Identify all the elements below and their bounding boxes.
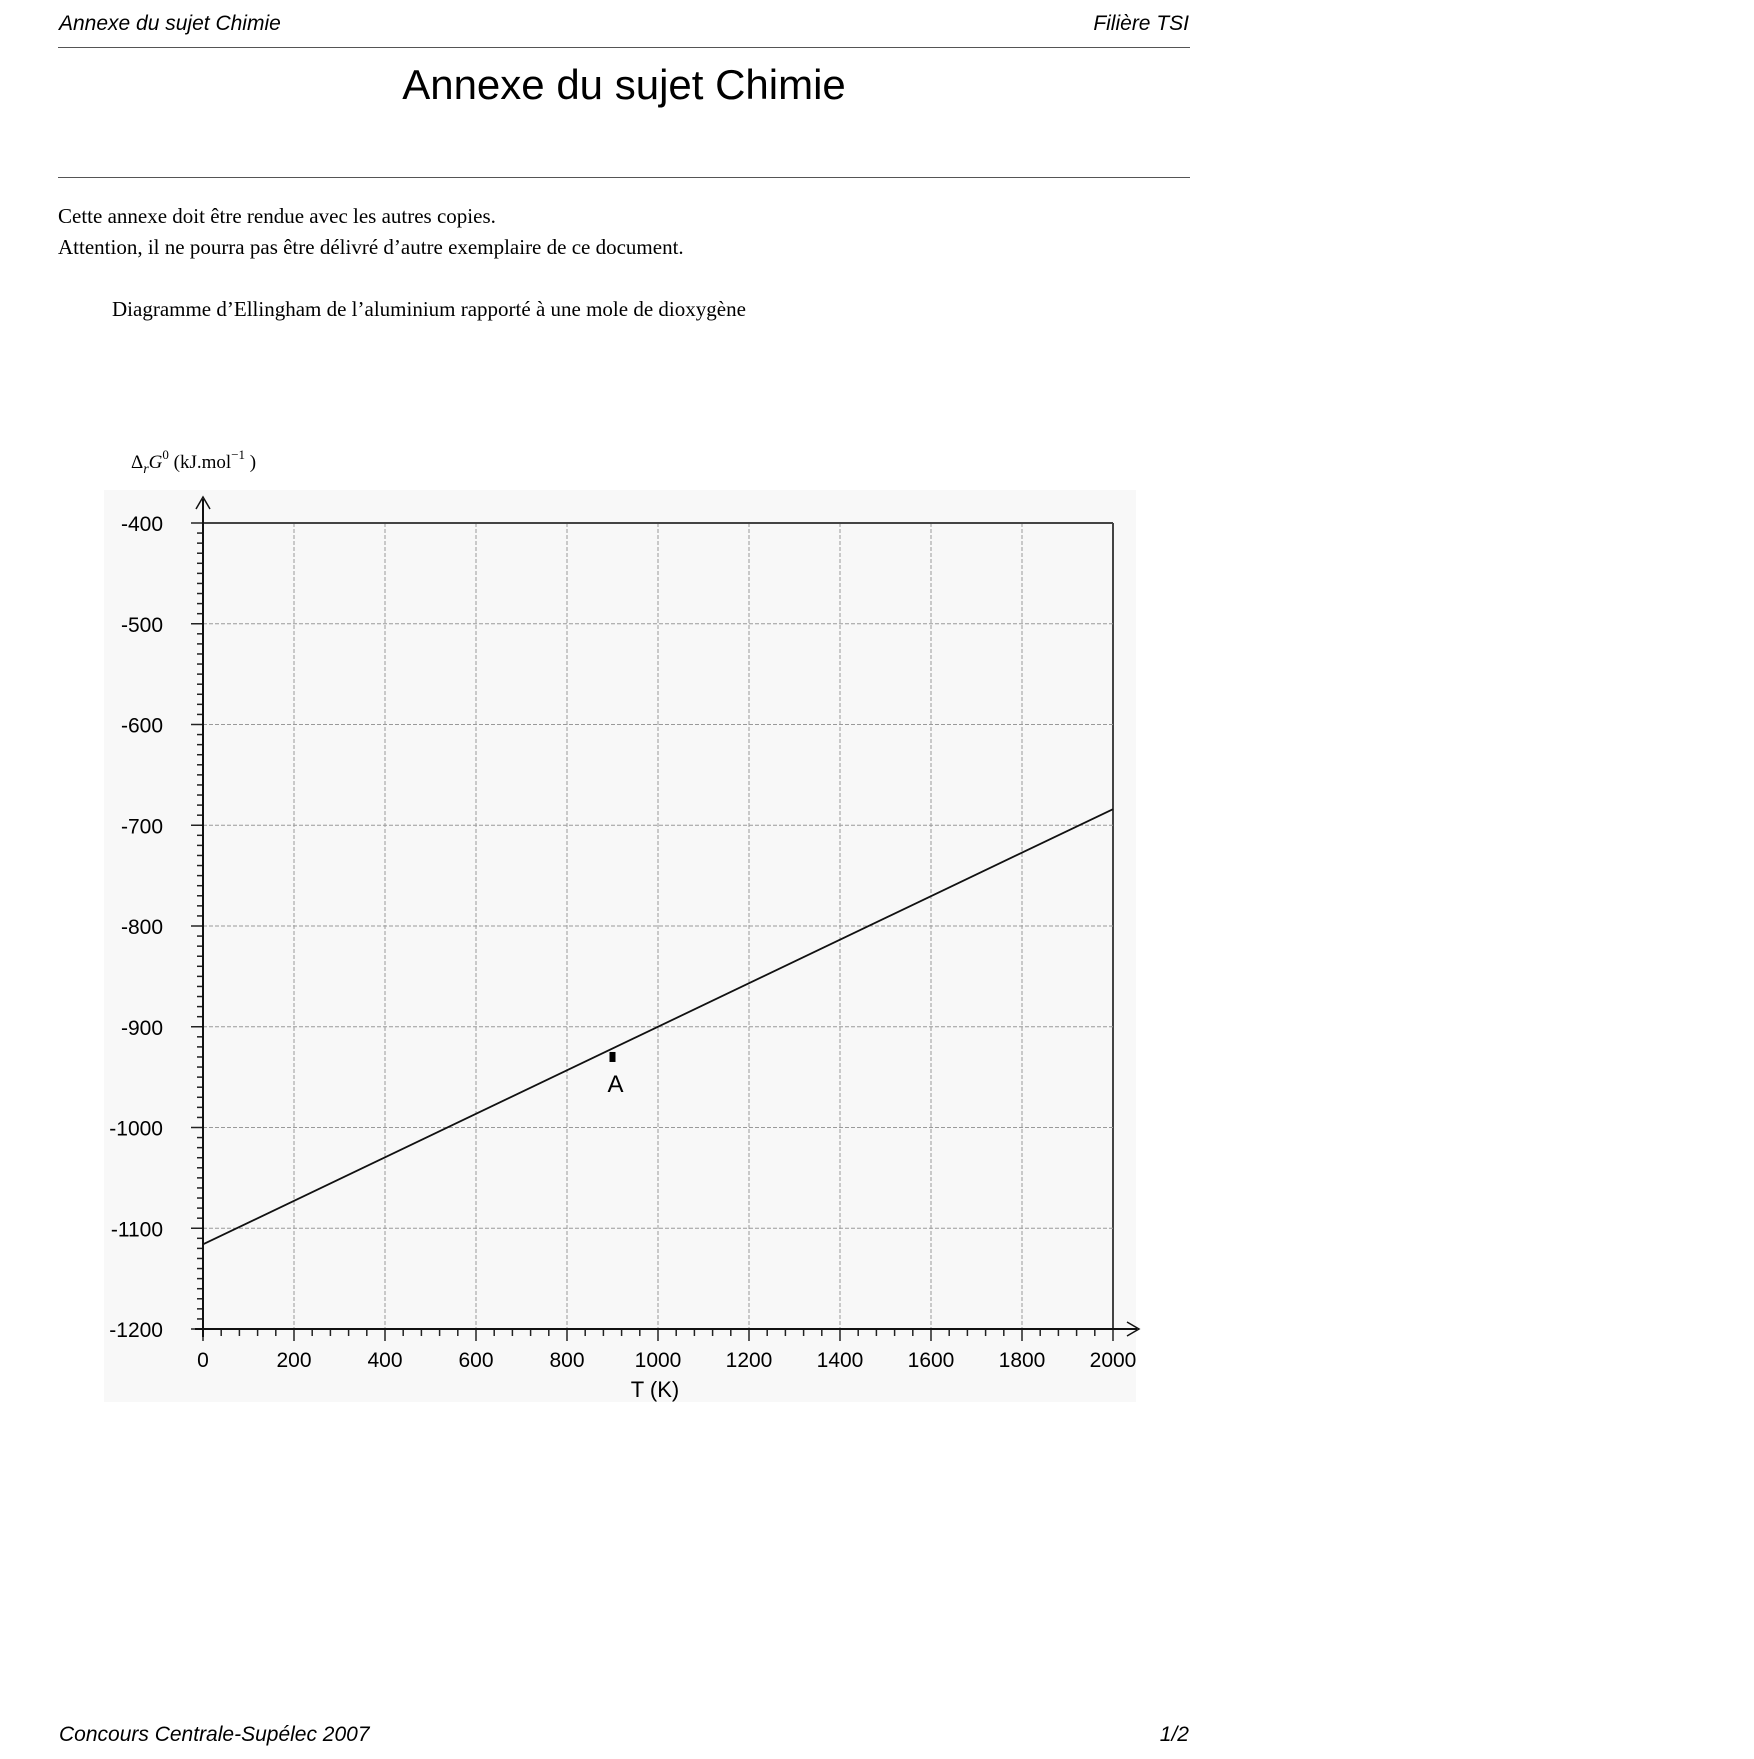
x-tick-label: 1800: [998, 1349, 1046, 1372]
y-label-g: G: [148, 452, 163, 473]
point-a-marker: [610, 1052, 616, 1062]
page-number: 1/2: [1159, 1723, 1189, 1746]
x-tick-label: 1400: [816, 1349, 864, 1372]
y-tick-label: -500: [120, 613, 163, 637]
x-tick-label: 600: [458, 1349, 494, 1372]
y-label-delta: Δ: [131, 452, 144, 473]
y-label-sub: r: [143, 462, 149, 477]
x-tick-label: 400: [367, 1349, 403, 1372]
y-tick-label: -700: [120, 815, 163, 839]
y-label-unit-close: ): [245, 452, 257, 473]
x-tick-label: 200: [276, 1349, 312, 1372]
running-header-left: Annexe du sujet Chimie: [59, 12, 281, 35]
running-footer-left: Concours Centrale-Supélec 2007: [59, 1723, 370, 1746]
point-a-label: A: [607, 1070, 624, 1098]
notice-line-1: Cette annexe doit être rendue avec les autres copies.: [58, 204, 496, 228]
y-label-unit-sup: −1: [231, 447, 246, 462]
x-tick-label: 1000: [634, 1349, 682, 1372]
y-tick-label: -900: [120, 1016, 163, 1040]
x-tick-label: 1200: [725, 1349, 773, 1372]
chart-background: [104, 490, 1136, 1402]
running-header-right: Filière TSI: [1093, 12, 1189, 35]
figure-caption: Diagramme d’Ellingham de l’aluminium rapporté à une mole de dioxygène: [112, 297, 746, 321]
x-tick-label: 0: [197, 1349, 209, 1372]
y-tick-label: -400: [120, 513, 163, 536]
page-title: Annexe du sujet Chimie: [402, 61, 846, 108]
y-tick-label: -1000: [109, 1117, 163, 1141]
y-tick-label: -600: [120, 714, 163, 738]
y-tick-label: -1100: [110, 1218, 163, 1242]
x-tick-label: 1600: [907, 1349, 955, 1372]
notice-line-2: Attention, il ne pourra pas être délivré d’autre exemplaire de ce document.: [58, 235, 684, 259]
y-axis-label: [131, 447, 256, 477]
x-tick-label: 2000: [1089, 1349, 1137, 1372]
y-tick-label: -1200: [109, 1319, 163, 1342]
y-tick-label: -800: [120, 916, 163, 939]
x-axis-label: T (K): [630, 1377, 680, 1402]
y-label-unit-open: (kJ.mol: [168, 452, 232, 473]
x-tick-label: 800: [549, 1349, 585, 1372]
y-label-sup: 0: [162, 447, 169, 462]
